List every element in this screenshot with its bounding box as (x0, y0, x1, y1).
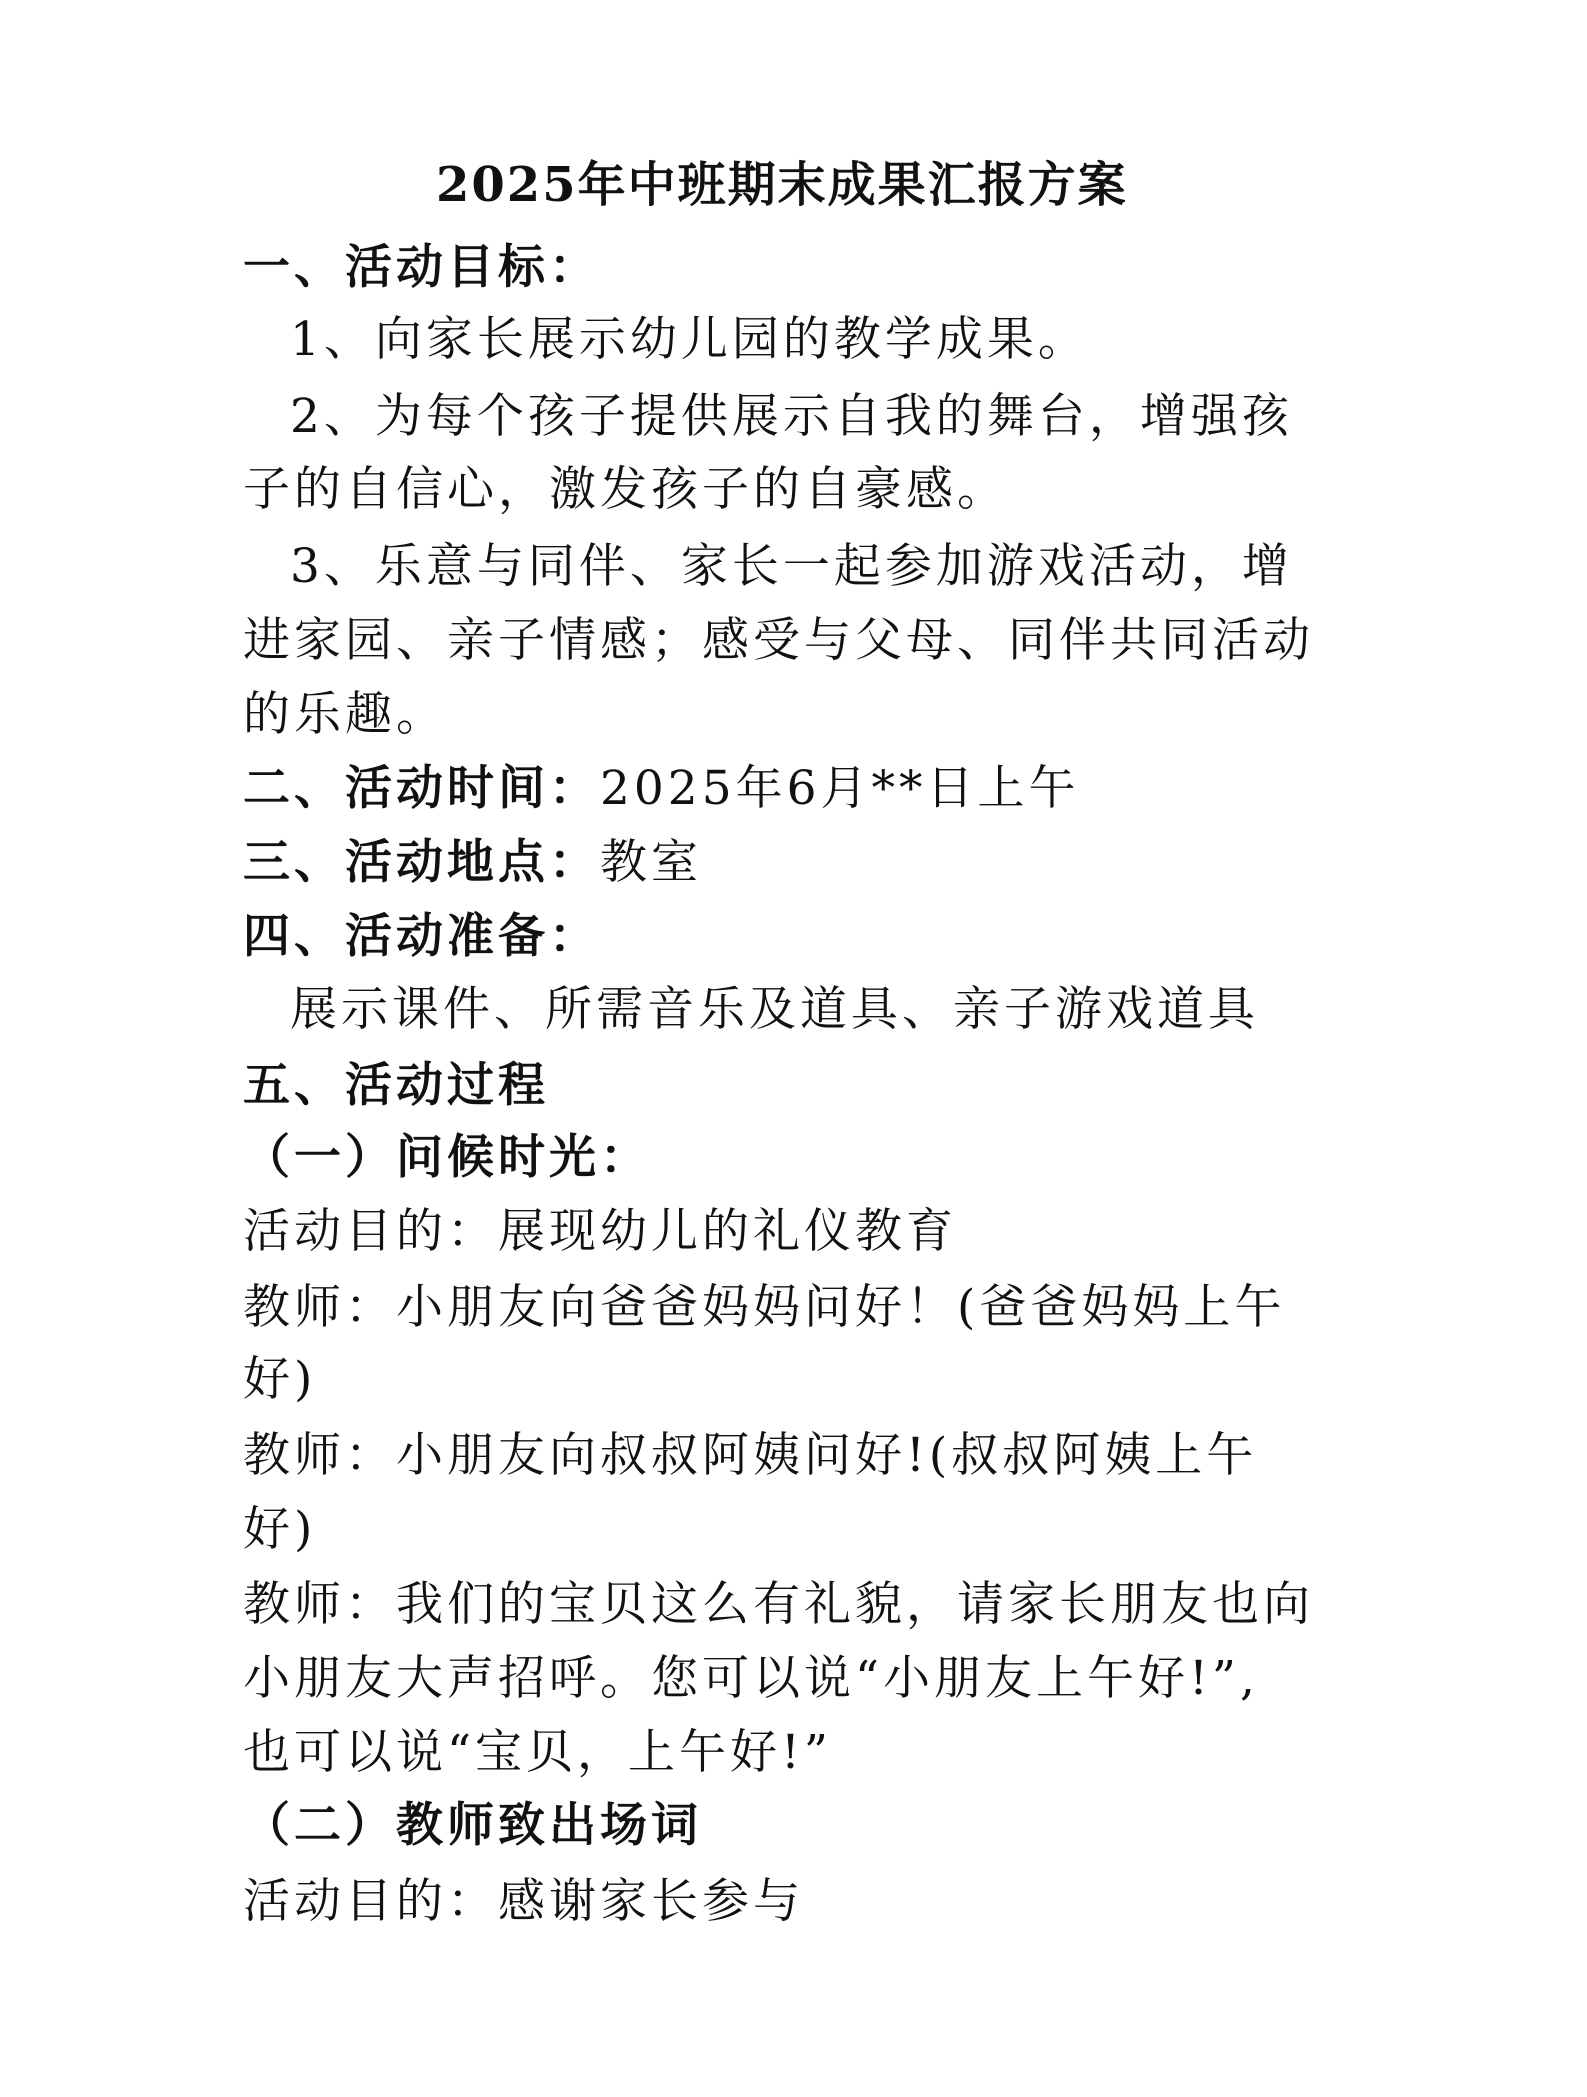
greeting-dialog-1-line-2: 好) (243, 1352, 317, 1407)
greeting-purpose: 活动目的：展现幼儿的礼仪教育 (243, 1204, 957, 1259)
section-heading-time: 二、活动时间： (243, 761, 600, 816)
goal-3-line-3: 的乐趣。 (243, 687, 447, 742)
section-heading-preparation: 四、活动准备： (243, 909, 600, 964)
subsection-heading-greeting: （一）问候时光： (243, 1130, 651, 1185)
document-title: 2025年中班期末成果汇报方案 (436, 157, 1128, 213)
activity-location-row (243, 833, 702, 893)
activity-time-value: 2025年6月**日上午 (600, 761, 1080, 816)
preparation-content: 展示课件、所需音乐及道具、亲子游戏道具 (290, 982, 1259, 1037)
activity-location-value: 教室 (600, 835, 702, 890)
goal-1: 1、向家长展示幼儿园的教学成果。 (290, 312, 1089, 367)
greeting-dialog-2-line-1: 教师：小朋友向叔叔阿姨问好!(叔叔阿姨上午 (243, 1428, 1258, 1483)
section-heading-process: 五、活动过程 (243, 1058, 549, 1113)
greeting-dialog-3-line-2: 小朋友大声招呼。您可以说“小朋友上午好!”, (243, 1651, 1259, 1706)
teacher-speech-purpose: 活动目的：感谢家长参与 (243, 1874, 804, 1929)
goal-2-line-2: 子的自信心，激发孩子的自豪感。 (243, 462, 1008, 517)
section-heading-goals: 一、活动目标： (243, 240, 600, 295)
greeting-dialog-3-line-1: 教师：我们的宝贝这么有礼貌，请家长朋友也向 (243, 1577, 1314, 1632)
section-heading-location: 三、活动地点： (243, 835, 600, 890)
greeting-dialog-2-line-2: 好) (243, 1502, 317, 1557)
greeting-dialog-1-line-1: 教师：小朋友向爸爸妈妈问好！(爸爸妈妈上午 (243, 1280, 1286, 1335)
activity-time-row (243, 759, 1080, 819)
goal-3-line-2: 进家园、亲子情感；感受与父母、同伴共同活动 (243, 613, 1314, 668)
goal-3-line-1: 3、乐意与同伴、家长一起参加游戏活动，增 (290, 539, 1293, 594)
subsection-heading-teacher-speech: （二）教师致出场词 (243, 1798, 702, 1853)
goal-2-line-1: 2、为每个孩子提供展示自我的舞台，增强孩 (290, 389, 1293, 444)
greeting-dialog-3-line-3: 也可以说“宝贝，上午好!” (243, 1725, 832, 1780)
